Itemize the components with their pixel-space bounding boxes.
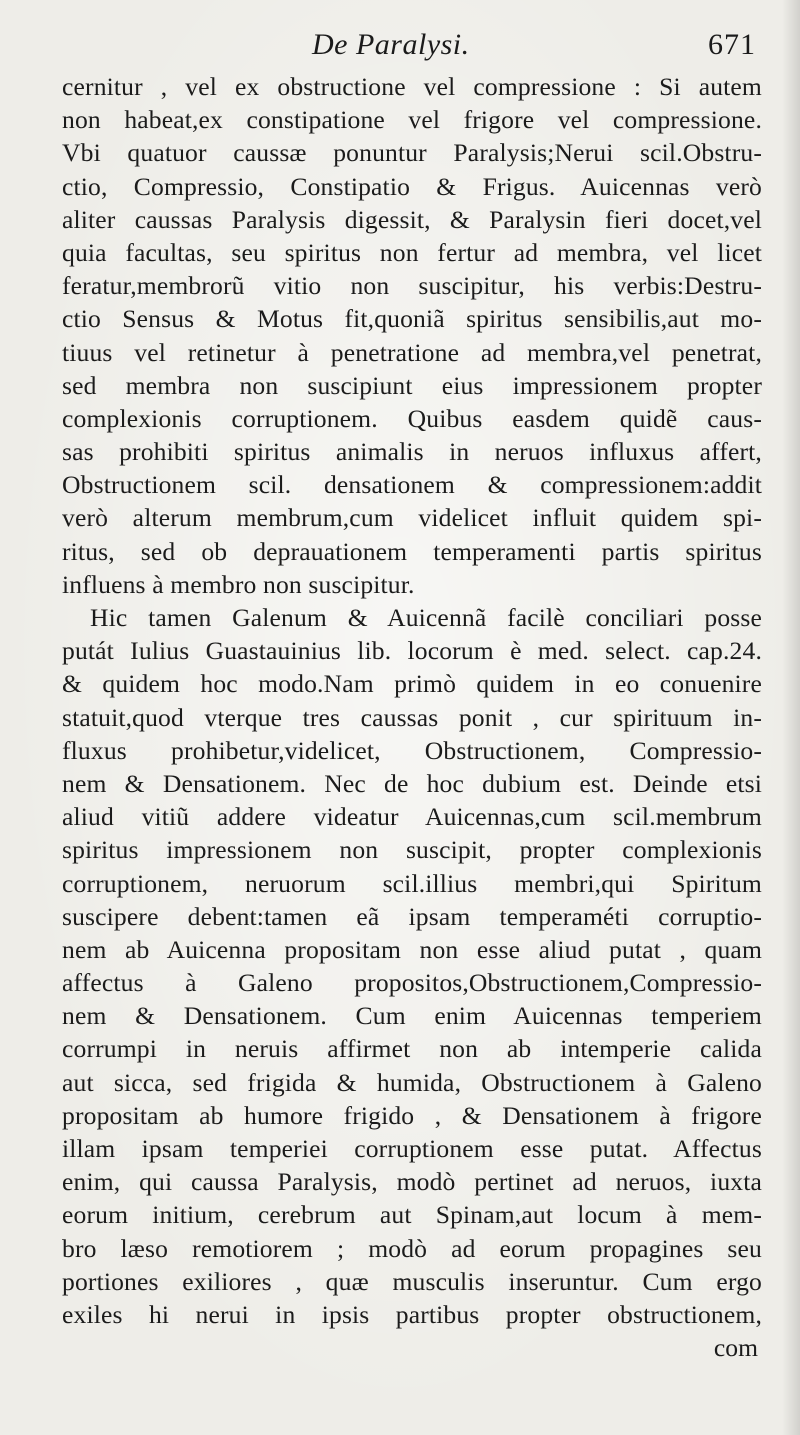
text-line: Obstructionem scil. densationem & compressionem:addit (62, 470, 762, 500)
text-line: bro læso remotiorem ; modò ad eorum propagines seu (62, 1233, 762, 1263)
text-line: quia facultas, seu spiritus non fertur ad membra, vel licet (62, 237, 762, 267)
text-line: ctio Sensus & Motus fit,quoniã spiritus sensibilis,aut mo- (62, 304, 762, 334)
text-line: nem & Densationem. Cum enim Auicennas temperiem (62, 1001, 762, 1031)
body-text (62, 70, 762, 1331)
text-line: ritus, sed ob deprauationem temperamenti partis spiritus (62, 536, 762, 566)
text-line: affectus à Galeno propositos,Obstructionem,Compressio- (62, 968, 762, 998)
text-line: eorum initium, cerebrum aut Spinam,aut locum à mem- (62, 1200, 762, 1230)
text-line: aliud vitiũ addere videatur Auicennas,cum scil.membrum (62, 802, 762, 832)
page-number: 671 (708, 28, 756, 61)
running-head (62, 20, 762, 70)
text-line: cernitur , vel ex obstructione vel compressione : Si autem (62, 72, 762, 101)
text-line: portiones exiliores , quæ musculis inseruntur. Cum ergo (62, 1266, 762, 1296)
text-line: enim, qui caussa Paralysis, modò pertinet ad neruos, iuxta (62, 1167, 762, 1197)
catchword: com (713, 1333, 758, 1363)
text-line: Hic tamen Galenum & Auicennã facilè conciliari posse (90, 603, 762, 632)
text-line: tiuus vel retinetur à penetratione ad membra,vel penetrat, (62, 337, 762, 367)
text-line: corrumpi in neruis affirmet non ab intemperie calida (62, 1034, 762, 1064)
text-line: propositam ab humore frigido , & Densationem à frigore (62, 1100, 762, 1130)
text-line: ctio, Compressio, Constipatio & Frigus. Auicennas verò (62, 171, 762, 201)
running-title: De Paralysi. (312, 28, 470, 61)
text-line: spiritus impressionem non suscipit, propter complexionis (62, 835, 762, 865)
text-line: corruptionem, neruorum scil.illius membri,qui Spiritum (62, 868, 762, 898)
text-line: sas prohibiti spiritus animalis in neruos influxus affert, (62, 437, 762, 467)
text-line: influens à membro non suscipitur. (62, 569, 415, 599)
paragraph-1 (62, 70, 762, 601)
text-line: statuit,quod vterque tres caussas ponit , cur spirituum in- (62, 702, 762, 732)
text-line: nem & Densationem. Nec de hoc dubium est. Deinde etsi (62, 768, 762, 798)
paragraph-2 (62, 601, 762, 1331)
text-line: illam ipsam temperiei corruptionem esse putat. Affectus (62, 1134, 762, 1163)
text-line: sed membra non suscipiunt eius impressionem propter (62, 370, 762, 400)
text-line: feratur,membrorũ vitio non suscipitur, his verbis:Destru- (62, 271, 762, 301)
text-line: aliter caussas Paralysis digessit, & Paralysin fieri docet,vel (62, 204, 762, 234)
text-line: Vbi quatuor caussæ ponuntur Paralysis;Nerui scil.Obstru- (62, 138, 762, 168)
text-line: aut sicca, sed frigida & humida, Obstructionem à Galeno (62, 1067, 762, 1097)
text-line: exiles hi nerui in ipsis partibus propter obstructionem, (62, 1299, 762, 1329)
text-line: verò alterum membrum,cum videlicet influit quidem spi- (62, 503, 762, 533)
text-line: fluxus prohibetur,videlicet, Obstructionem, Compressio- (62, 735, 762, 765)
text-line: non habeat,ex constipatione vel frigore vel compressione. (62, 105, 762, 135)
text-line: complexionis corruptionem. Quibus easdem quidẽ caus- (62, 403, 762, 433)
text-line: suscipere debent:tamen eã ipsam temperaméti corruptio- (62, 901, 762, 931)
text-line: putát Iulius Guastauinius lib. locorum è med. select. cap.24. (62, 636, 762, 666)
text-line: & quidem hoc modo.Nam primò quidem in eo conuenire (62, 669, 762, 699)
text-line: nem ab Auicenna propositam non esse aliud putat , quam (62, 934, 762, 964)
